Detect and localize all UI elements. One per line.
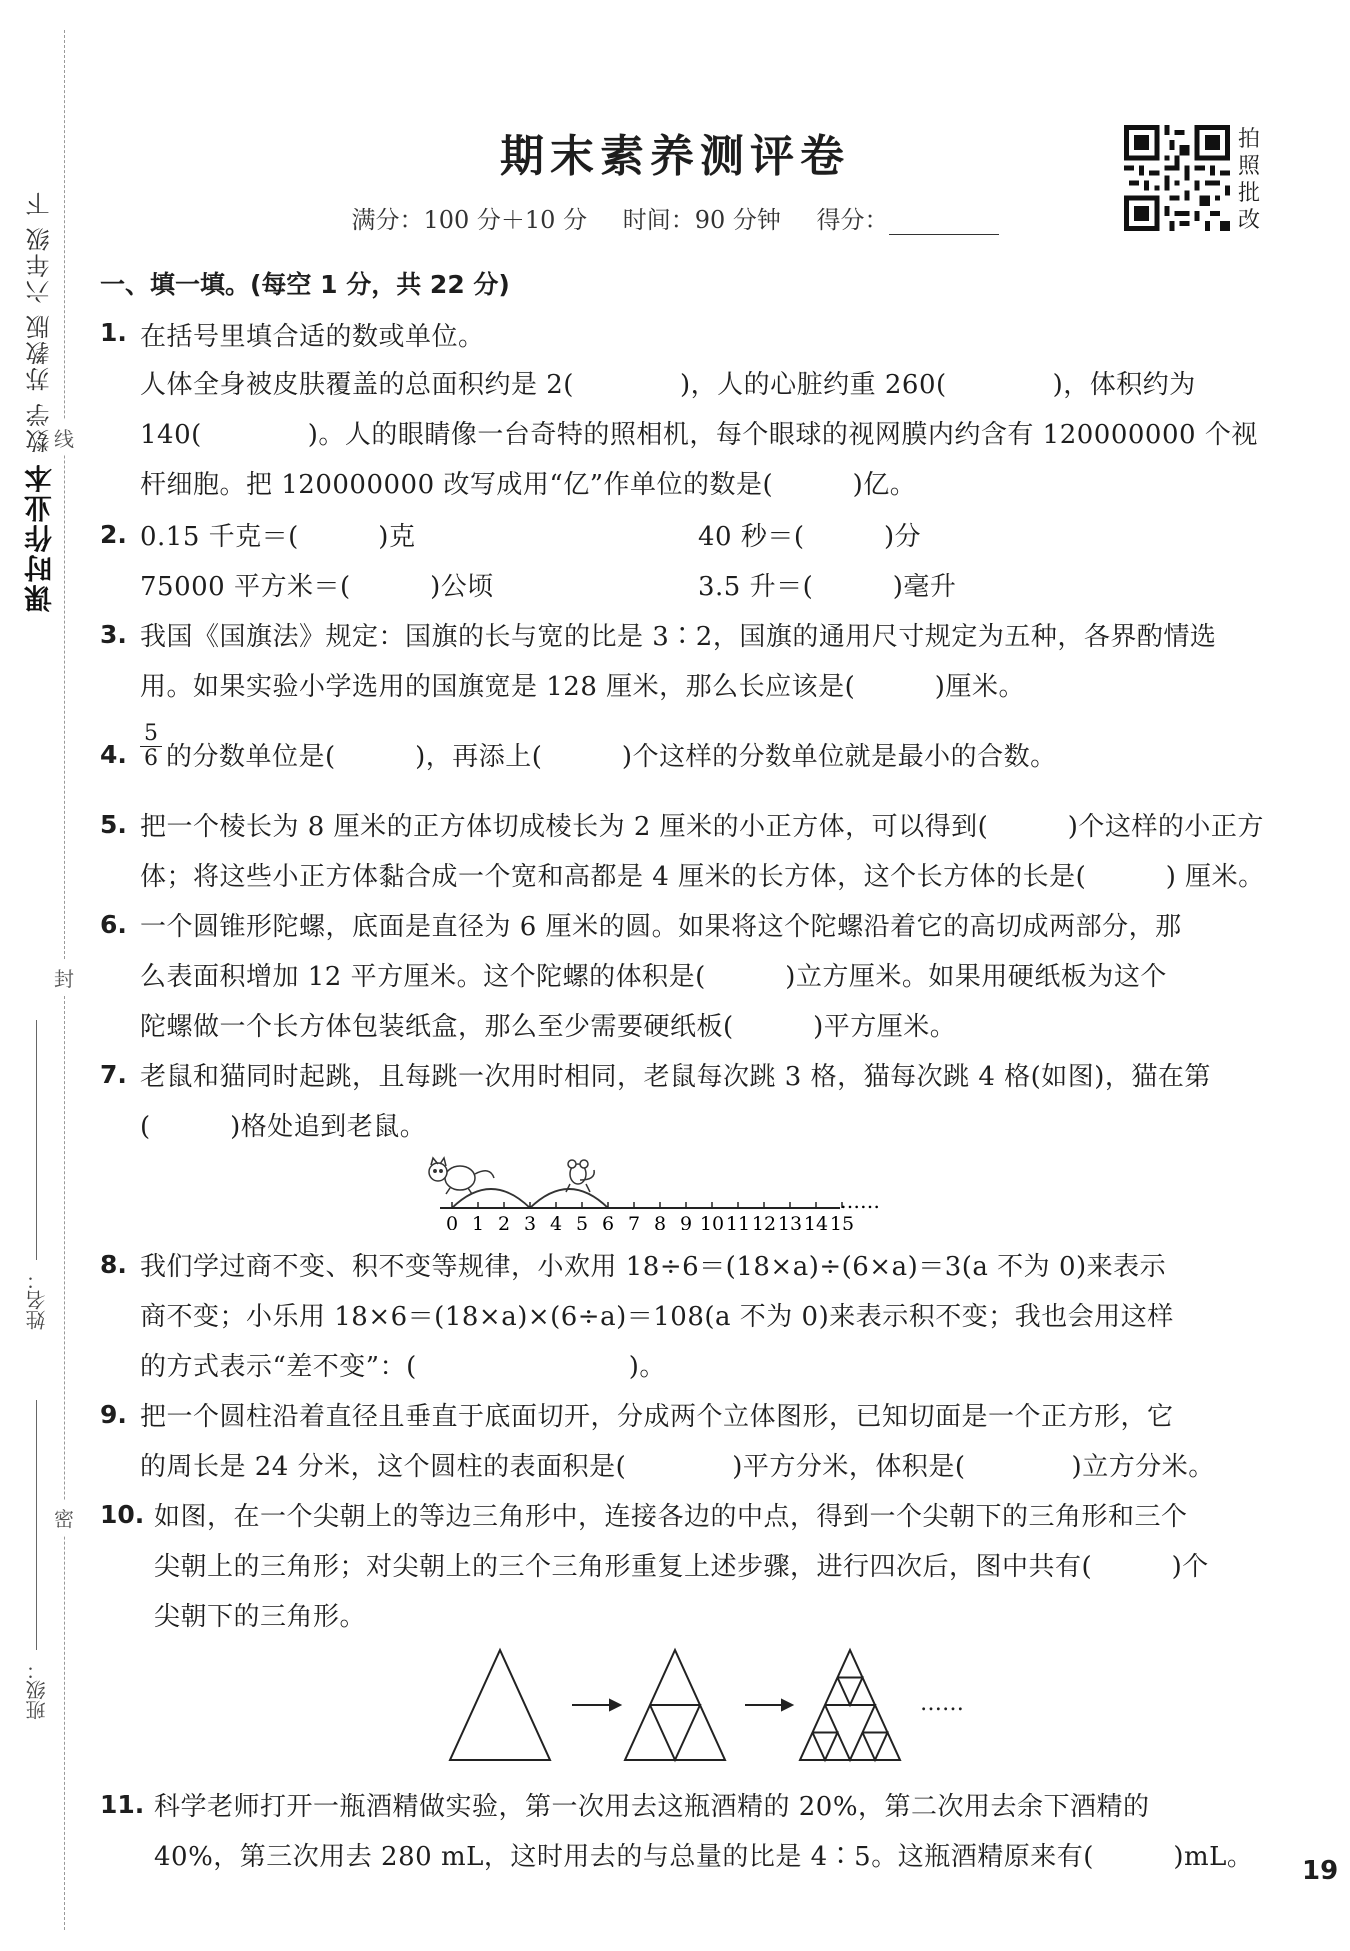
page-number: 19 [1302,1856,1339,1886]
question-text: 75000 平方米＝( )公顷 [140,572,494,602]
question-text: 用。如果实验小学选用的国旗宽是 128 厘米，那么长应该是( )厘米。 [140,672,1025,702]
number-line-ellipsis: …… [840,1189,880,1213]
number-line-tick-label: 6 [601,1213,615,1230]
triangle-ellipsis: …… [920,1691,964,1716]
number-line-tick-label: 11 [725,1213,751,1230]
question-number: 8. [100,1250,127,1279]
question-number: 7. [100,1060,127,1089]
question-text: 40 秒＝( )分 [698,522,922,552]
number-line-tick-label: 1 [471,1213,485,1230]
number-line-tick-label: 14 [803,1213,829,1230]
question-text: 老鼠和猫同时起跳，且每跳一次用时相同，老鼠每次跳 3 格，猫每次跳 4 格(如图)，猫在第 [140,1062,1211,1092]
question-text: 的分数单位是( )，再添上( )个这样的分数单位就是最小的合数。 [166,742,1057,772]
question-text: 的方式表示“差不变”：( )。 [140,1352,666,1382]
fraction-numerator: 5 [144,721,158,746]
question-text: 我国《国旗法》规定：国旗的长与宽的比是 3∶2，国旗的通用尺寸规定为五种，各界酌情选 [140,622,1217,652]
question-number: 5. [100,810,127,839]
question-text: 么表面积增加 12 平方厘米。这个陀螺的体积是( )立方厘米。如果用硬纸板为这个 [140,962,1167,992]
score-field [817,206,999,234]
question-text: 3.5 升＝( )毫升 [698,572,957,602]
name-label: 姓名： [25,1270,49,1330]
arrow-right-icon [745,1700,792,1710]
qr-caption-char: 照 [1238,154,1261,179]
question-number: 4. [100,740,127,769]
triangle-stage-2 [625,1650,725,1760]
triangle-sequence-figure [430,1640,990,1770]
binding-mark-feng: 封 [54,960,74,995]
score-label: 得分： [816,206,889,234]
class-blank[interactable] [36,1400,37,1650]
question-text: 一个圆锥形陀螺，底面是直径为 6 厘米的圆。如果将这个陀螺沿着它的高切成两部分，那 [140,912,1182,942]
question-text: 在括号里填合适的数或单位。 [140,322,485,352]
number-line-tick-label: 9 [679,1213,693,1230]
binding-side-text [20,190,60,613]
question-text: 陀螺做一个长方体包装纸盒，那么至少需要硬纸板( )平方厘米。 [140,1012,957,1042]
number-line-tick-label: 10 [699,1213,725,1230]
fraction-five-sixths [140,722,162,771]
triangle-stage-3 [800,1650,900,1760]
number-line-tick-label: 12 [751,1213,777,1230]
question-text: 人体全身被皮肤覆盖的总面积约是 2( )，人的心脏约重 260( )，体积约为 [140,370,1196,400]
page-title: 期末素养测评卷 [500,131,850,182]
binding-mark-xian: 线 [54,420,74,455]
qr-caption-char: 批 [1238,181,1261,206]
binding-subject: 数学 苏教版 六年级 下 [26,190,54,453]
number-line-tick-label: 3 [523,1213,537,1230]
number-line-tick-label: 7 [627,1213,641,1230]
question-number: 1. [100,318,127,347]
binding-brand: 课时作业本 [23,462,56,613]
triangle-stage-1 [450,1650,550,1760]
question-number: 10. [100,1500,145,1529]
question-number: 11. [100,1790,145,1819]
qr-code-icon[interactable] [1124,125,1230,231]
score-blank[interactable] [889,208,999,235]
question-text: 体；将这些小正方体黏合成一个宽和高都是 4 厘米的长方体，这个长方体的长是( ) 厘米。 [140,862,1265,892]
full-score: 满分：100 分＋10 分 [351,206,588,234]
qr-caption-char: 改 [1238,208,1261,233]
question-number: 3. [100,620,127,649]
jump-arc [452,1189,530,1208]
question-number: 9. [100,1400,127,1429]
question-text: 把一个棱长为 8 厘米的正方体切成棱长为 2 厘米的小正方体，可以得到( )个这样的小正方 [140,812,1264,842]
number-line-tick-label: 8 [653,1213,667,1230]
time-limit: 时间：90 分钟 [622,206,781,234]
arrow-right-icon [572,1700,620,1710]
section-title: 一、填一填。(每空 1 分，共 22 分) [100,270,510,299]
mouse-icon [566,1160,594,1192]
class-label: 班级： [25,1660,49,1720]
question-text: 140( )。人的眼睛像一台奇特的照相机，每个眼球的视网膜内约含有 120000000 个视 [140,420,1258,450]
question-text: 尖朝下的三角形。 [154,1602,367,1632]
qr-caption [1238,126,1268,234]
number-line-tick-label: 2 [497,1213,511,1230]
question-text: 40%，第三次用去 280 mL，这时用去的与总量的比是 4∶5。这瓶酒精原来有( )mL。 [154,1842,1254,1872]
jump-arc [530,1189,608,1208]
name-blank[interactable] [36,1020,37,1260]
qr-caption-char: 拍 [1238,127,1261,152]
number-line-tick-label: 0 [445,1213,459,1230]
number-line-ticks [446,1202,854,1230]
question-text: 把一个圆柱沿着直径且垂直于底面切开，分成两个立体图形，已知切面是一个正方形，它 [140,1402,1174,1432]
question-number: 2. [100,520,127,549]
question-number: 6. [100,910,127,939]
question-text: 0.15 千克＝( )克 [140,522,416,552]
fraction-denominator: 6 [144,746,158,771]
question-text: 科学老师打开一瓶酒精做实验，第一次用去这瓶酒精的 20%，第二次用去余下酒精的 [154,1792,1150,1822]
number-line-tick-label: 15 [829,1213,855,1230]
question-text: ( )格处追到老鼠。 [140,1112,427,1142]
number-line-tick-label: 5 [575,1213,589,1230]
question-text: 尖朝上的三角形；对尖朝上的三个三角形重复上述步骤，进行四次后，图中共有( )个 [154,1552,1209,1582]
question-text: 如图，在一个尖朝上的等边三角形中，连接各边的中点，得到一个尖朝下的三角形和三个 [154,1502,1188,1532]
binding-mark-mi: 密 [54,1500,74,1535]
question-text: 杆细胞。把 120000000 改写成用“亿”作单位的数是( )亿。 [140,470,917,500]
number-line-tick-label: 13 [777,1213,803,1230]
question-text: 我们学过商不变、积不变等规律，小欢用 18÷6＝(18×a)÷(6×a)＝3(a 不为 0)来表示 [140,1252,1167,1282]
number-line-tick-label: 4 [549,1213,563,1230]
question-text: 的周长是 24 分米，这个圆柱的表面积是( )平方分米，体积是( )立方分米。 [140,1452,1215,1482]
question-text: 商不变；小乐用 18×6＝(18×a)×(6÷a)＝108(a 不为 0)来表示积不变；我也会用这样 [140,1302,1174,1332]
cat-icon [429,1158,494,1194]
number-line-figure [400,1150,1000,1230]
